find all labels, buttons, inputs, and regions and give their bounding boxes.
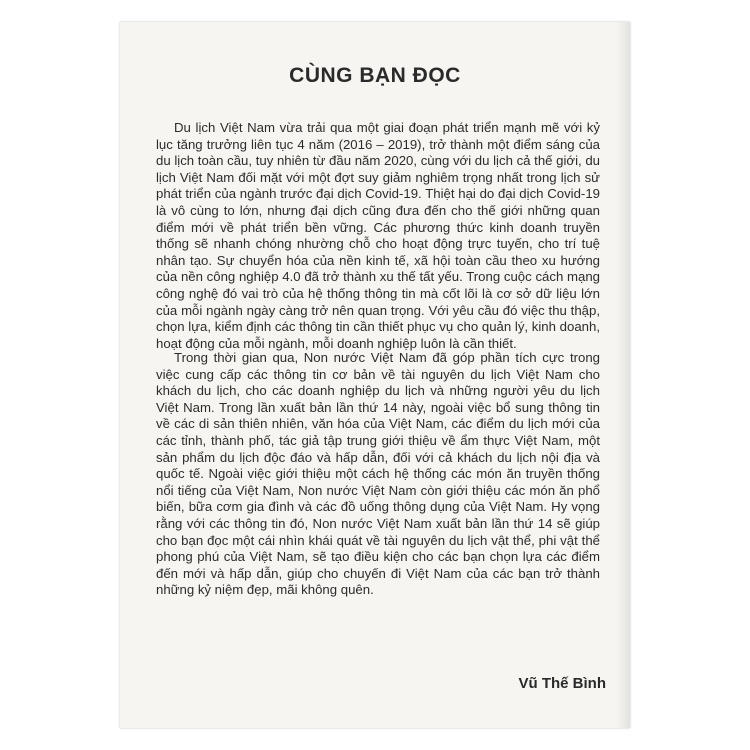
paragraph-2-block	[156, 350, 600, 599]
page-title: CÙNG BẠN ĐỌC	[289, 64, 461, 87]
author-signature: Vũ Thế Bình	[518, 675, 606, 692]
paragraph: Trong thời gian qua, Non nước Việt Nam đã góp phần tích cực trong việc cung cấp các thông tin cơ bản về tài nguyên du lịch Việt Nam cho khách du lịch, cho các doanh nghiệp du lịch và những người yêu du lịch Việt Nam. Trong lần xuất bản lần thứ 14 này, ngoài việc bổ sung thông tin về các di sản thiên nhiên, văn hóa của Việt Nam, các điểm du lịch mới của các tỉnh, thành phố, tác giả tập trung giới thiệu về ẩm thực Việt Nam, một sản phẩm du lịch độc đáo và hấp dẫn, đối với cả khách du lịch nội địa và quốc tế. Ngoài việc giới thiệu một cách hệ thống các món ăn truyền thống nổi tiếng của Việt Nam, Non nước Việt Nam còn giới thiệu các món ăn phổ biến, bữa cơm gia đình và các đồ uống thông dụng của Việt Nam. Hy vọng rằng với các thông tin đó, Non nước Việt Nam xuất bản lần thứ 14 sẽ giúp cho bạn đọc một cái nhìn khái quát về tài nguyên du lịch vật thể, phi vật thể phong phú của Việt Nam, sẽ tạo điều kiện cho các bạn chọn lựa các điểm đến mới và hấp dẫn, giúp cho chuyến đi Việt Nam của các bạn trở thành những kỷ niệm đẹp, mãi không quên.	[156, 350, 600, 598]
paragraph-1-block	[156, 120, 600, 352]
book-page	[120, 22, 630, 728]
paragraph: Du lịch Việt Nam vừa trải qua một giai đoạn phát triển mạnh mẽ với kỷ lục tăng trưởng liên tục 4 năm (2016 – 2019), trở thành một điểm sáng của du lịch toàn cầu, tuy nhiên từ đầu năm 2020, cùng với du lịch cả thế giới, du lịch Việt Nam đối mặt với một đợt suy giảm nghiêm trọng nhất trong lịch sử phát triển của ngành trước đại dịch Covid-19. Thiệt hại do đại dịch Covid-19 là vô cùng to lớn, nhưng đại dịch cũng đưa đến cho thế giới những quan điểm mới về phát triển bền vững. Các phương thức kinh doanh truyền thống sẽ nhanh chóng nhường chỗ cho hoạt động trực tuyến, cho trí tuệ nhân tạo. Sự chuyển hóa của nền kinh tế, xã hội toàn cầu theo xu hướng của nền công nghiệp 4.0 đã trở thành xu thế tất yếu. Trong cuộc cách mạng công nghệ đó vai trò của hệ thống thông tin mà cốt lõi là cơ sở dữ liệu lớn của mỗi ngành ngày càng trở nên quan trọng. Với yêu cầu đó việc thu thập, chọn lựa, kiểm định các thông tin cần thiết phục vụ cho quản lý, kinh doanh, hoạt động của mỗi ngành, mỗi doanh nghiệp luôn là cần thiết.	[156, 120, 601, 351]
